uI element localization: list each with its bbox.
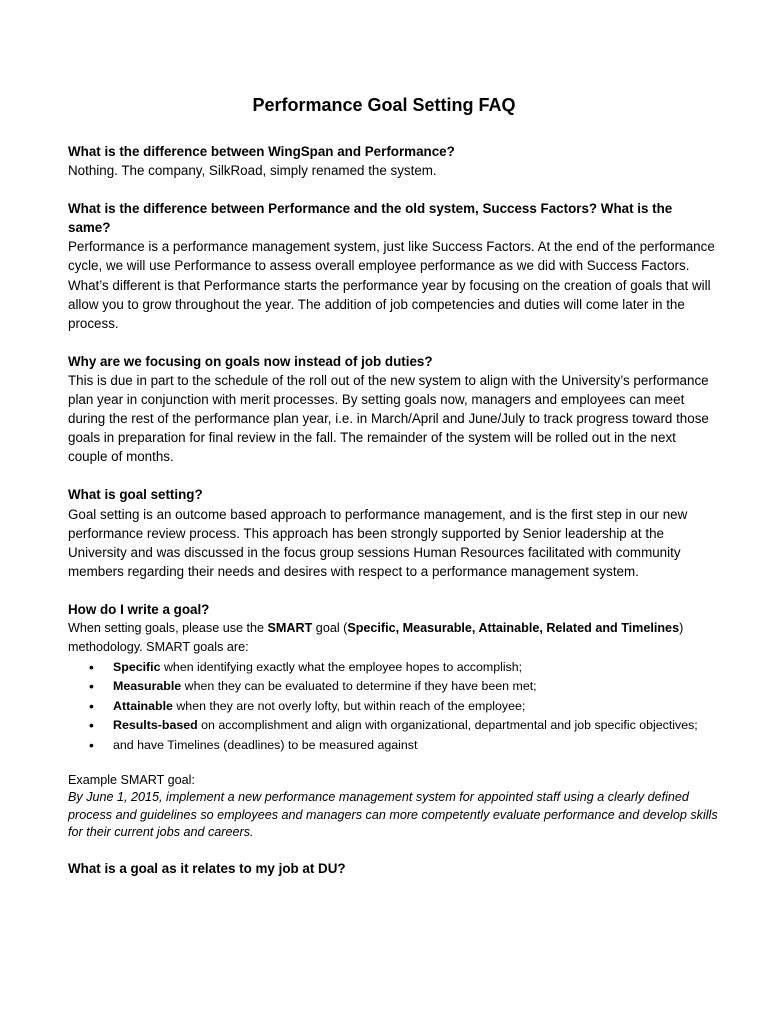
list-item: [68, 677, 718, 697]
smart-list: [68, 658, 718, 756]
list-item: [68, 658, 718, 678]
faq-question: Why are we focusing on goals now instead of job duties?: [68, 353, 433, 369]
list-item: [68, 697, 718, 717]
faq-answer: Nothing. The company, SilkRoad, simply renamed the system.: [68, 163, 437, 179]
list-item-text: and have Timelines (deadlines) to be measured against: [113, 737, 418, 752]
list-item-text: on accomplishment and align with organizational, departmental and job specific objectives;: [197, 718, 698, 733]
list-item-bold: Results-based: [113, 718, 198, 733]
list-item-bold: Specific: [113, 659, 161, 674]
smart-intro-bold: SMART: [267, 620, 313, 635]
list-item-text: when they are not overly lofty, but within reach of the employee;: [172, 698, 526, 713]
smart-intro-text: When setting goals, please use the: [68, 620, 268, 635]
faq-question: What is goal setting?: [68, 487, 203, 503]
list-item: [68, 716, 718, 736]
example-text: By June 1, 2015, implement a new performance management system for appointed staff using a clearly defined process and guidelines so employees and managers can more competently evaluate performance and develop skills for their current jobs and careers.: [68, 790, 718, 840]
bullet-icon: •: [89, 678, 94, 695]
faq-answer: This is due in part to the schedule of the roll out of the new system to align with the University’s performance plan year in conjunction with merit processes. By setting goals now, managers and employees can meet during the rest of the performance plan year, i.e. in March/April and June/July to track progress toward those goals in preparation for final review in the fall. The remainder of the system will be rolled out in the next couple of months.: [68, 372, 709, 465]
faq-answer: Goal setting is an outcome based approach to performance management, and is the first step in our new performance review process. This approach has been strongly supported by Senior leadership at the University and was discussed in the focus group sessions Human Resources facilitated with community members regarding their needs and desires with respect to a performance management system.: [68, 506, 688, 579]
list-item-text: when they can be evaluated to determine if they have been met;: [181, 679, 537, 694]
faq-question-last: What is a goal as it relates to my job at DU?: [68, 860, 346, 876]
faq-question: What is the difference between Performance and the old system, Success Factors? What is the same?: [68, 201, 673, 236]
faq-content: [68, 142, 718, 878]
smart-intro: [68, 619, 718, 657]
faq-answer: Performance is a performance management system, just like Success Factors. At the end of the performance cycle, we will use Performance to assess overall employee performance as we did with Success Factors. What’s different is that Performance starts the performance year by focusing on the creation of goals that will allow you to grow throughout the year. The addition of job competencies and duties will come later in the process.: [68, 239, 715, 331]
list-item-bold: Measurable: [113, 679, 182, 694]
list-item-bold: Attainable: [113, 698, 173, 713]
page-title: Performance Goal Setting FAQ: [252, 95, 516, 115]
bullet-icon: •: [89, 736, 94, 753]
faq-question: How do I write a goal?: [68, 601, 210, 617]
faq-question: What is the difference between WingSpan and Performance?: [68, 144, 455, 159]
bullet-icon: •: [89, 717, 94, 734]
smart-intro-bold: Specific, Measurable, Attainable, Related and Timelines: [347, 620, 680, 635]
smart-intro-text: goal (: [312, 620, 348, 635]
example-label: Example SMART goal:: [68, 773, 195, 788]
list-item-text: when identifying exactly what the employee hopes to accomplish;: [160, 659, 523, 674]
bullet-icon: •: [89, 697, 94, 714]
bullet-icon: •: [89, 658, 94, 675]
list-item: [68, 736, 718, 756]
smart-intro-text: ) methodology. SMART goals are:: [68, 620, 684, 654]
